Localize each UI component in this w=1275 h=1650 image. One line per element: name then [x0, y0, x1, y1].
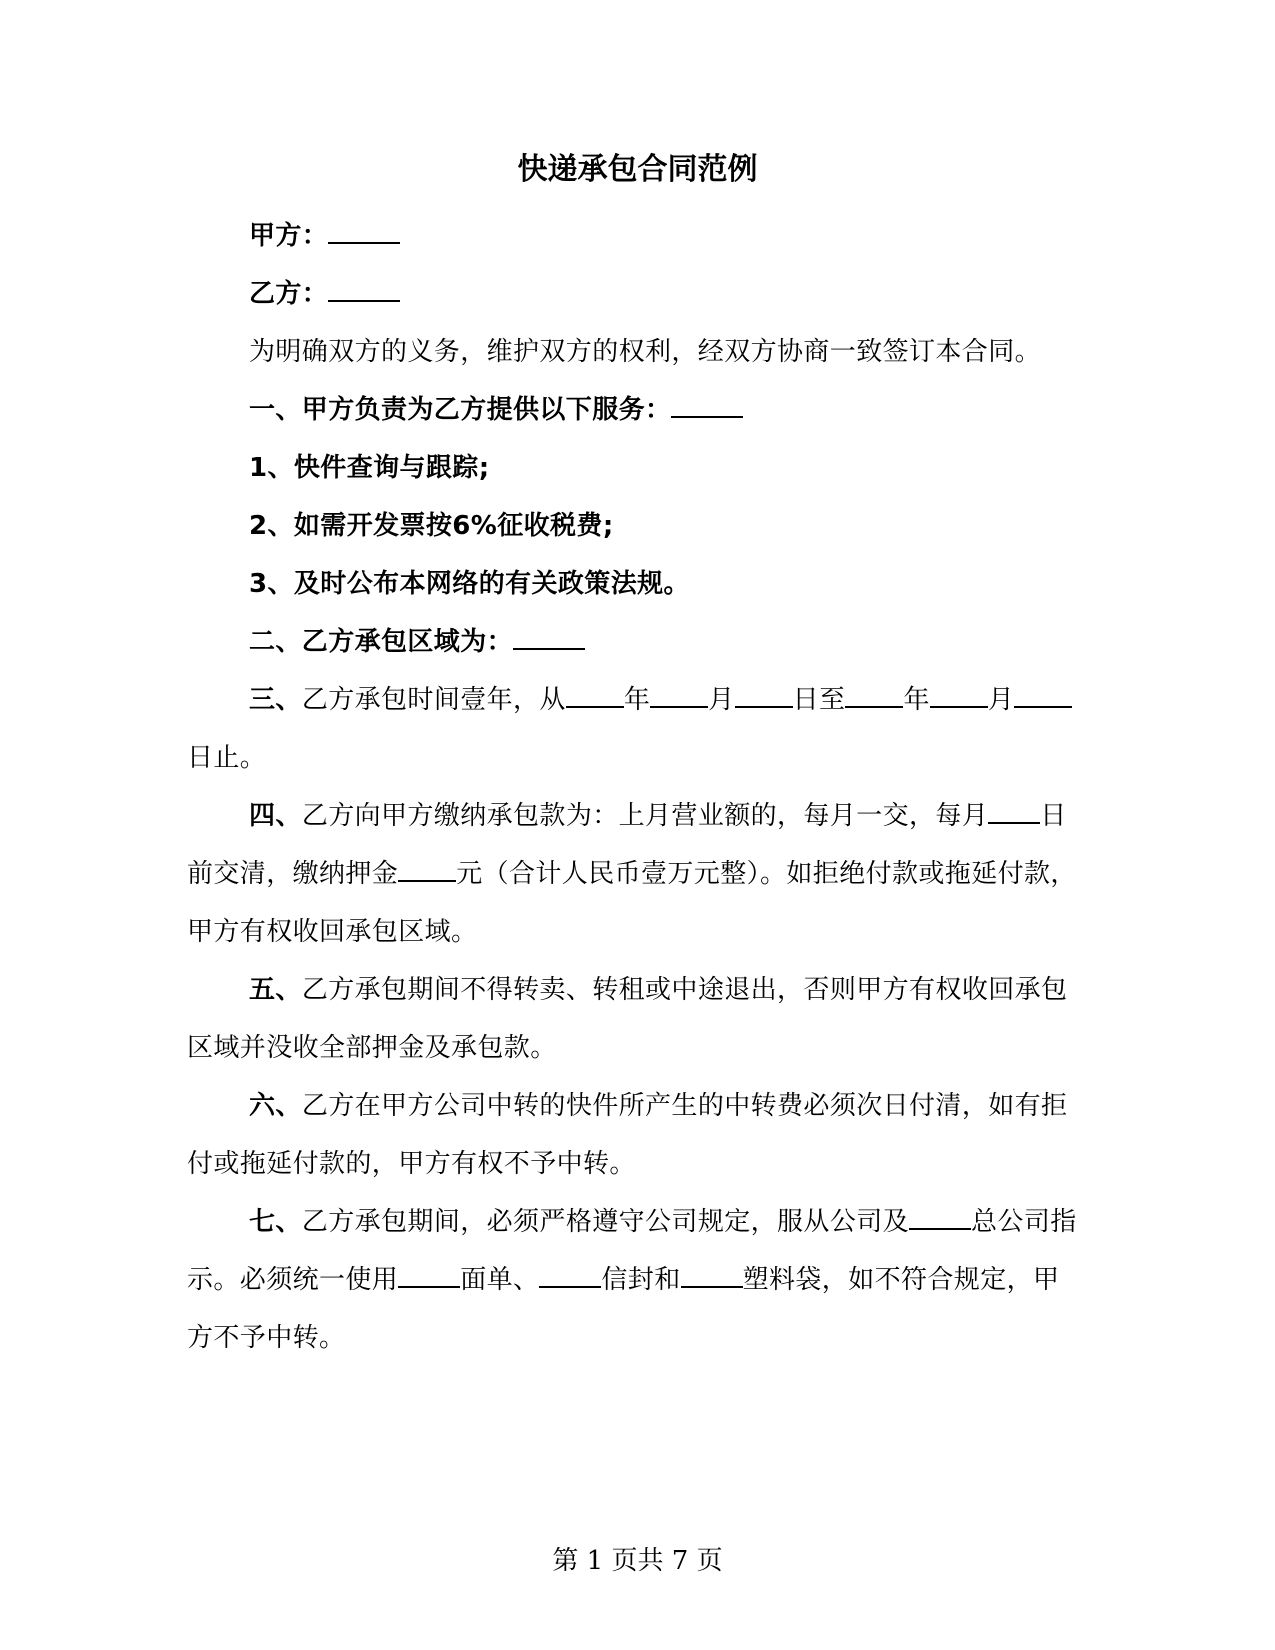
- end-day-blank: [1014, 682, 1072, 708]
- deposit-blank: [398, 856, 456, 882]
- party-b-line: [187, 265, 1082, 323]
- section-6-number: 六、: [249, 1091, 302, 1121]
- section-5-paragraph: [187, 961, 1082, 1077]
- end-year-blank: [845, 682, 903, 708]
- page-footer: 第 1 页共 7 页: [552, 1546, 723, 1576]
- section-7-text-c: 面单、: [460, 1265, 540, 1295]
- section-4-text-a: 乙方向甲方缴纳承包款为：上月营业额的，每月一交，每月: [301, 801, 989, 831]
- section-3-paragraph: [187, 671, 1082, 787]
- section-7-text-d: 信封和: [601, 1265, 681, 1295]
- start-year-blank: [566, 682, 624, 708]
- section-3-number: 三、: [249, 685, 302, 715]
- section-7-number: 七、: [249, 1207, 302, 1237]
- start-month-blank: [650, 682, 708, 708]
- section-2-blank: [513, 624, 585, 650]
- section-7-text-a: 乙方承包期间，必须严格遵守公司规定，服从公司及: [301, 1207, 910, 1237]
- section-7-paragraph: [187, 1193, 1082, 1367]
- party-a-label: 甲方：: [249, 221, 329, 251]
- month-label: 月: [987, 685, 1015, 715]
- page-title: 快递承包合同范例: [517, 152, 758, 187]
- section-2-heading: [187, 613, 1082, 671]
- head-office-blank: [909, 1204, 971, 1230]
- waybill-blank: [398, 1262, 460, 1288]
- intro-paragraph: 为明确双方的义务，维护双方的权利，经双方协商一致签订本合同。: [249, 337, 1042, 367]
- section-5-number: 五、: [249, 975, 302, 1005]
- section-6-paragraph: [187, 1077, 1082, 1193]
- party-a-blank: [328, 218, 400, 244]
- contract-body: [187, 207, 1082, 1367]
- plastic-bag-blank: [681, 1262, 743, 1288]
- section-7-text-b: 总公司指示。必须统一使用: [187, 1207, 1077, 1295]
- section-4-number: 四、: [249, 801, 302, 831]
- section-1-heading-text: 一、甲方负责为乙方提供以下服务：: [249, 395, 672, 425]
- day-to-label: 日至: [792, 685, 846, 715]
- section-2-heading-text: 二、乙方承包区域为：: [249, 627, 514, 657]
- section-1-heading: [187, 381, 1082, 439]
- envelope-blank: [539, 1262, 601, 1288]
- party-b-label: 乙方：: [249, 279, 329, 309]
- start-day-blank: [735, 682, 793, 708]
- section-4-text-b: 日前交清，缴纳押金: [187, 801, 1067, 889]
- year-label: 年: [903, 685, 930, 715]
- section-4-text-c: 元（合计人民币壹万元整）。如拒绝付款或拖延付款，甲方有权收回承包区域。: [187, 859, 1077, 947]
- month-label: 月: [708, 685, 735, 715]
- section-1-item: 1、快件查询与跟踪;: [249, 453, 490, 483]
- payment-day-blank: [988, 798, 1040, 824]
- section-1-item: 2、如需开发票按6%征收税费;: [249, 511, 614, 541]
- section-7-text-e: 塑料袋，如不符合规定，甲方不予中转。: [187, 1265, 1060, 1353]
- section-6-text: 乙方在甲方公司中转的快件所产生的中转费必须次日付清，如有拒付或拖延付款的，甲方有权不予中转。: [187, 1091, 1068, 1179]
- section-1-item: 3、及时公布本网络的有关政策法规。: [249, 569, 690, 599]
- section-4-paragraph: [187, 787, 1082, 961]
- section-5-text: 乙方承包期间不得转卖、转租或中途退出，否则甲方有权收回承包区域并没收全部押金及承包款。: [187, 975, 1068, 1063]
- end-month-blank: [930, 682, 988, 708]
- party-a-line: [187, 207, 1082, 265]
- section-1-blank: [671, 392, 743, 418]
- section-3-text: 乙方承包时间壹年，从: [301, 685, 566, 715]
- end-label: 日止。: [187, 743, 267, 773]
- year-label: 年: [623, 685, 651, 715]
- party-b-blank: [328, 276, 400, 302]
